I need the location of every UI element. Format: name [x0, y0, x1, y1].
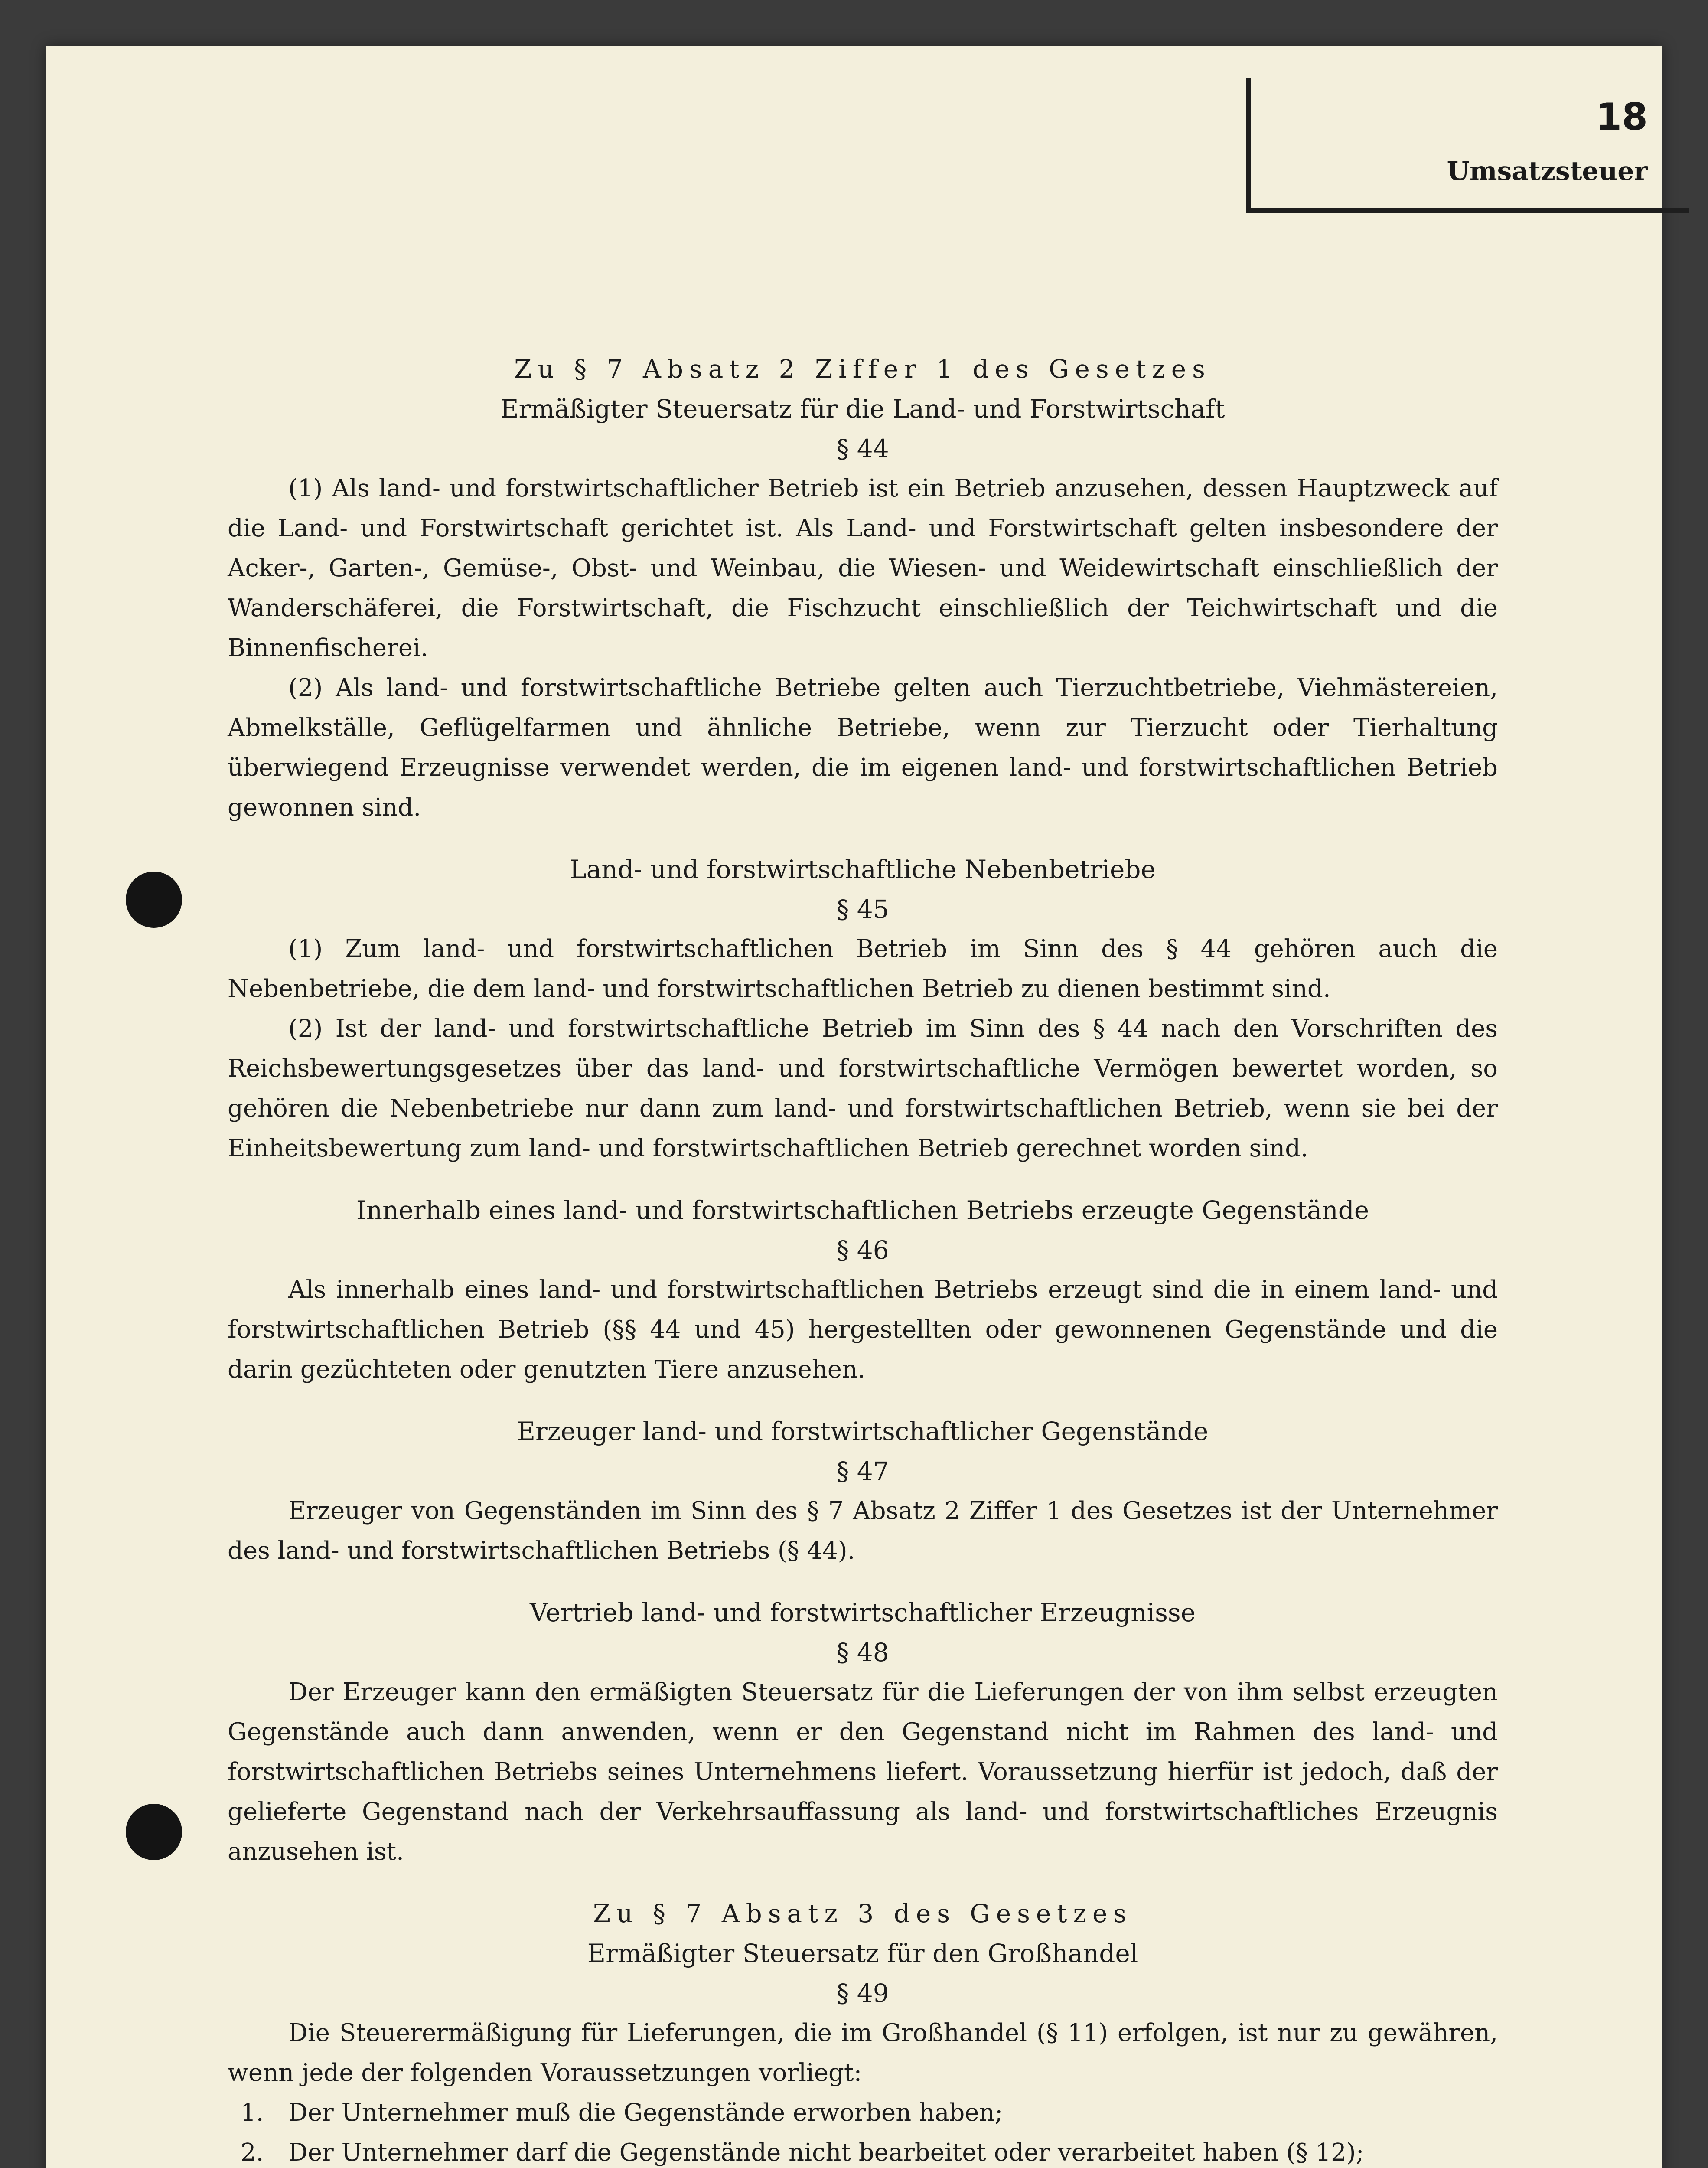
- section-subheading: Ermäßigter Steuersatz für die Land- und Forstwirtschaft: [500, 394, 1225, 424]
- list-item: [228, 2093, 1498, 2133]
- paragraph-number: § 47: [836, 1456, 889, 1486]
- paragraph-number: § 45: [836, 895, 889, 924]
- paragraph-title: Land- und forstwirtschaftliche Nebenbetriebe: [570, 855, 1156, 884]
- list-item-number: 1.: [241, 2099, 264, 2127]
- header-title: Umsatzsteuer: [1447, 156, 1648, 186]
- list-item-text: Der Unternehmer muß die Gegenstände erworben haben;: [288, 2099, 1003, 2127]
- punch-hole-icon: [126, 1804, 182, 1860]
- list-item: [228, 2133, 1498, 2168]
- paragraph-number: § 48: [836, 1638, 889, 1667]
- list-item-text: Der Unternehmer darf die Gegenstände nicht bearbeitet oder verarbeitet haben (§ 12);: [288, 2139, 1364, 2167]
- paragraph-number: § 49: [836, 1979, 889, 2008]
- paragraph-title: Erzeuger land- und forstwirtschaftlicher Gegenstände: [517, 1417, 1209, 1446]
- header-number: 18: [1596, 95, 1648, 139]
- paragraph-text: Der Erzeuger kann den ermäßigten Steuersatz für die Lieferungen der von ihm selbst erzeugten Gegenstände auch dann anwenden, wenn er den Gegenstand nicht im Rahmen des land- und forstwirtschaftlichen Betriebs seines Unternehmens liefert. Voraussetzung hierfür ist jedoch, daß der gelieferte Gegenstand nach der Verkehrsauffassung als land- und forstwirtschaftliches Erzeugnis anzusehen ist.: [228, 1678, 1498, 1866]
- document-body: [228, 349, 1498, 2168]
- paragraph-text: (1) Als land- und forstwirtschaftlicher Betrieb ist ein Betrieb anzusehen, dessen Hauptzweck auf die Land- und Forstwirtschaft gerichtet ist. Als Land- und Forstwirtschaft gelten insbesondere der Acker-, Garten-, Gemüse-, Obst- und Weinbau, die Wiesen- und Weidewirtschaft einschließlich der Wanderschäferei, die Forstwirtschaft, die Fischzucht einschließlich der Teichwirtschaft und die Binnenfischerei.: [228, 474, 1498, 662]
- document-page: [46, 46, 1662, 2168]
- paragraph-text: Erzeuger von Gegenständen im Sinn des § 7 Absatz 2 Ziffer 1 des Gesetzes ist der Unternehmer des land- und forstwirtschaftlichen Betriebs (§ 44).: [228, 1497, 1498, 1565]
- paragraph-title: Innerhalb eines land- und forstwirtschaftlichen Betriebs erzeugte Gegenstände: [356, 1195, 1369, 1225]
- paragraph-title: Vertrieb land- und forstwirtschaftlicher Erzeugnisse: [530, 1598, 1196, 1627]
- section-heading: Zu § 7 Absatz 2 Ziffer 1 des Gesetzes: [514, 354, 1211, 384]
- list-item-number: 2.: [241, 2139, 264, 2167]
- punch-hole-icon: [126, 872, 182, 928]
- paragraph-text: (2) Ist der land- und forstwirtschaftliche Betrieb im Sinn des § 44 nach den Vorschriften des Reichsbewertungsgesetzes über das land- und forstwirtschaftliche Vermögen bewertet worden, so gehören die Nebenbetriebe nur dann zum land- und forstwirtschaftlichen Betrieb, wenn sie bei der Einheitsbewertung zum land- und forstwirtschaftlichen Betrieb gerechnet worden sind.: [228, 1015, 1498, 1162]
- paragraph-number: § 46: [836, 1235, 889, 1265]
- header-tab: [1246, 78, 1689, 213]
- section-heading: Zu § 7 Absatz 3 des Gesetzes: [593, 1899, 1133, 1928]
- paragraph-text: (2) Als land- und forstwirtschaftliche Betriebe gelten auch Tierzuchtbetriebe, Viehmästereien, Abmelkställe, Geflügelfarmen und ähnliche Betriebe, wenn zur Tierzucht oder Tierhaltung überwiegend Erzeugnisse verwendet werden, die im eigenen land- und forstwirtschaftlichen Betrieb gewonnen sind.: [228, 674, 1498, 822]
- paragraph-text: (1) Zum land- und forstwirtschaftlichen Betrieb im Sinn des § 44 gehören auch die Nebenbetriebe, die dem land- und forstwirtschaftlichen Betrieb zu dienen bestimmt sind.: [228, 935, 1498, 1003]
- paragraph-text: Die Steuerermäßigung für Lieferungen, die im Großhandel (§ 11) erfolgen, ist nur zu gewähren, wenn jede der folgenden Voraussetzungen vorliegt:: [228, 2019, 1498, 2087]
- section-subheading: Ermäßigter Steuersatz für den Großhandel: [587, 1939, 1138, 1968]
- paragraph-number: § 44: [836, 434, 889, 464]
- paragraph-text: Als innerhalb eines land- und forstwirtschaftlichen Betriebs erzeugt sind die in einem land- und forstwirtschaftlichen Betrieb (§§ 44 und 45) hergestellten oder gewonnenen Gegenstände und die darin gezüchteten oder genutzten Tiere anzusehen.: [228, 1276, 1498, 1384]
